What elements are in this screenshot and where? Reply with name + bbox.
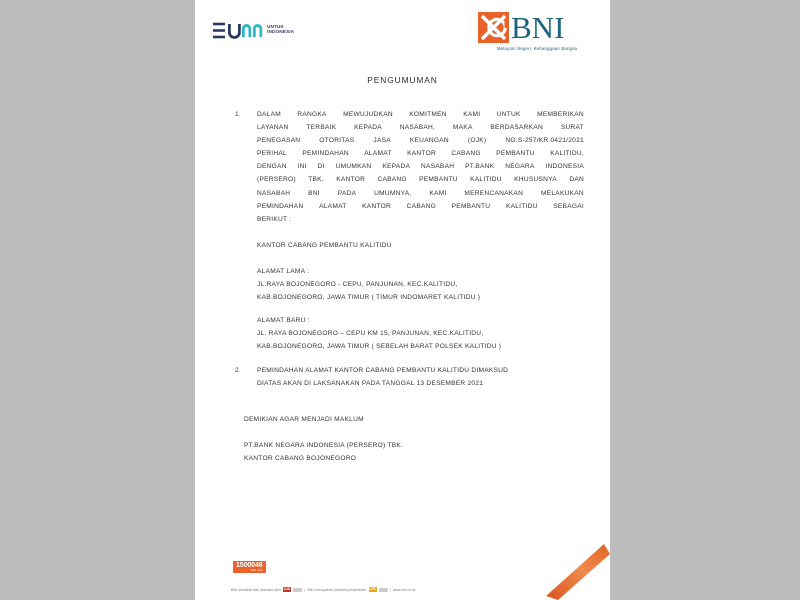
clause-1-line-1: DALAM RANGKA MEWUJUDKAN KOMITMEN KAMI UNTUK MEMBERIKAN: [257, 111, 584, 118]
clause-1-line-4: PERIHAL PEMINDAHAN ALAMAT KANTOR CABANG PEMBANTU KALITIDU,: [257, 150, 584, 158]
footer-website-link[interactable]: www.bni.co.id: [392, 587, 416, 592]
legal-part-1: BNI terdaftar dan diawasi oleh: [231, 587, 281, 592]
spacer: [235, 304, 584, 314]
signature-company: PT.BANK NEGARA INDONESIA (PERSERO) TBK.: [244, 441, 404, 449]
clause-2-line-2: DIATAS AKAN DI LAKSANAKAN PADA TANGGAL 13 DESEMBER 2021: [257, 379, 484, 387]
new-address-label: ALAMAT BARU :: [257, 317, 310, 325]
legal-separator-2: |: [389, 587, 391, 592]
old-address-line-2: KAB.BOJONEGORO, JAWA TIMUR ( TIMUR INDOMARET KALITIDU ): [257, 294, 481, 302]
spacer: [235, 226, 584, 239]
bni-logo: [478, 11, 596, 51]
clause-1-line-2: LAYANAN TERBAIK KEPADA NASABAH, MAKA BERDASARKAN SURAT: [257, 124, 584, 132]
clause-2-line-1: PEMINDAHAN ALAMAT KANTOR CABANG PEMBANTU KALITIDU DIMAKSUD: [257, 366, 509, 374]
spacer: [235, 426, 584, 439]
spacer: [235, 354, 584, 364]
bni-call-number: 1500046: [236, 561, 263, 569]
legal-part-2: BNI merupakan peserta penjaminan: [307, 587, 367, 592]
clause-1-line-3: PENEGASAN OTORITAS JASA KEUANGAN (OJK) NO.S-257/KR.0421/2021: [257, 137, 584, 145]
old-address-block: [235, 265, 584, 304]
clause-1-text: [257, 108, 584, 213]
document-page: [195, 0, 610, 600]
old-address-label: ALAMAT LAMA :: [257, 267, 310, 275]
bni-mark-icon: [478, 12, 509, 43]
document-body: [195, 108, 610, 465]
spacer: [235, 252, 584, 265]
clause-2-number: 2.: [235, 366, 241, 374]
bni-wordmark: BNI: [511, 10, 565, 45]
bumn-logo: [212, 20, 294, 40]
document-header: [195, 0, 610, 62]
clause-1-line-5: DENGAN INI DI UMUMKAN KEPADA NASABAH PT.BANK NEGARA INDONESIA: [257, 163, 584, 171]
document-footer: [195, 538, 610, 600]
bumn-logo-line1: UNTUK: [267, 24, 285, 30]
clause-2: [235, 364, 584, 390]
new-address-line-2: KAB.BOJONEGORO, JAWA TIMUR ( SEBELAH BARAT POLSEK KALITIDU ): [257, 343, 502, 351]
spacer: [235, 390, 584, 403]
page-title: PENGUMUMAN: [367, 75, 438, 85]
bni-call-badge: [233, 561, 266, 574]
old-address-line-1: JL.RAYA BOJONEGORO - CEPU, PANJUNAN, KEC.KALITIDU,: [257, 281, 458, 289]
clause-1-line-6: (PERSERO) TBK. KANTOR CABANG PEMBANTU KALITIDU KHUSUSNYA DAN: [257, 176, 584, 184]
bumn-logo-words: [267, 25, 294, 35]
signature-branch: KANTOR CABANG BOJONEGORO: [244, 454, 357, 462]
new-address-block: [235, 314, 584, 353]
ojk-chip-icon: OJK: [283, 587, 291, 591]
lps-chip-icon: LPS: [369, 587, 376, 591]
clause-1-number: 1.: [235, 111, 241, 118]
ojk-wordmark-placeholder: [293, 588, 302, 592]
bni-tagline: Melayani Negeri, Kebanggaan Bangsa: [496, 46, 578, 51]
branch-name: KANTOR CABANG PEMBANTU KALITIDU: [257, 241, 392, 249]
bumn-mark-icon: [212, 22, 264, 39]
clause-1-line-7: NASABAH BNI PADA UMUMNYA, KAMI MERENCANAKAN MELAKUKAN: [257, 189, 584, 197]
bni-logo-top: [478, 11, 596, 44]
spacer: [235, 403, 584, 413]
closing-statement: DEMIKIAN AGAR MENJADI MAKLUM: [244, 415, 364, 423]
new-address-line-1: JL. RAYA BOJONEGORO – CEPU KM 15, PANJUNAN, KEC.KALITIDU,: [257, 330, 484, 338]
clause-1: [235, 108, 584, 226]
clause-1-last-line: BERIKUT :: [257, 215, 292, 223]
lps-wordmark-placeholder: [379, 588, 388, 592]
bni-call-label: BNI Call: [250, 568, 263, 572]
bumn-logo-line2: INDONESIA: [267, 29, 295, 34]
orange-swoosh-graphic: [544, 538, 610, 600]
footer-legal-text: [231, 587, 415, 592]
legal-separator-1: |: [304, 587, 306, 592]
clause-1-line-8: PEMINDAHAN ALAMAT KANTOR CABANG PEMBANTU KALITIDU SEBAGAI: [257, 202, 584, 210]
signature-block: [235, 439, 584, 465]
